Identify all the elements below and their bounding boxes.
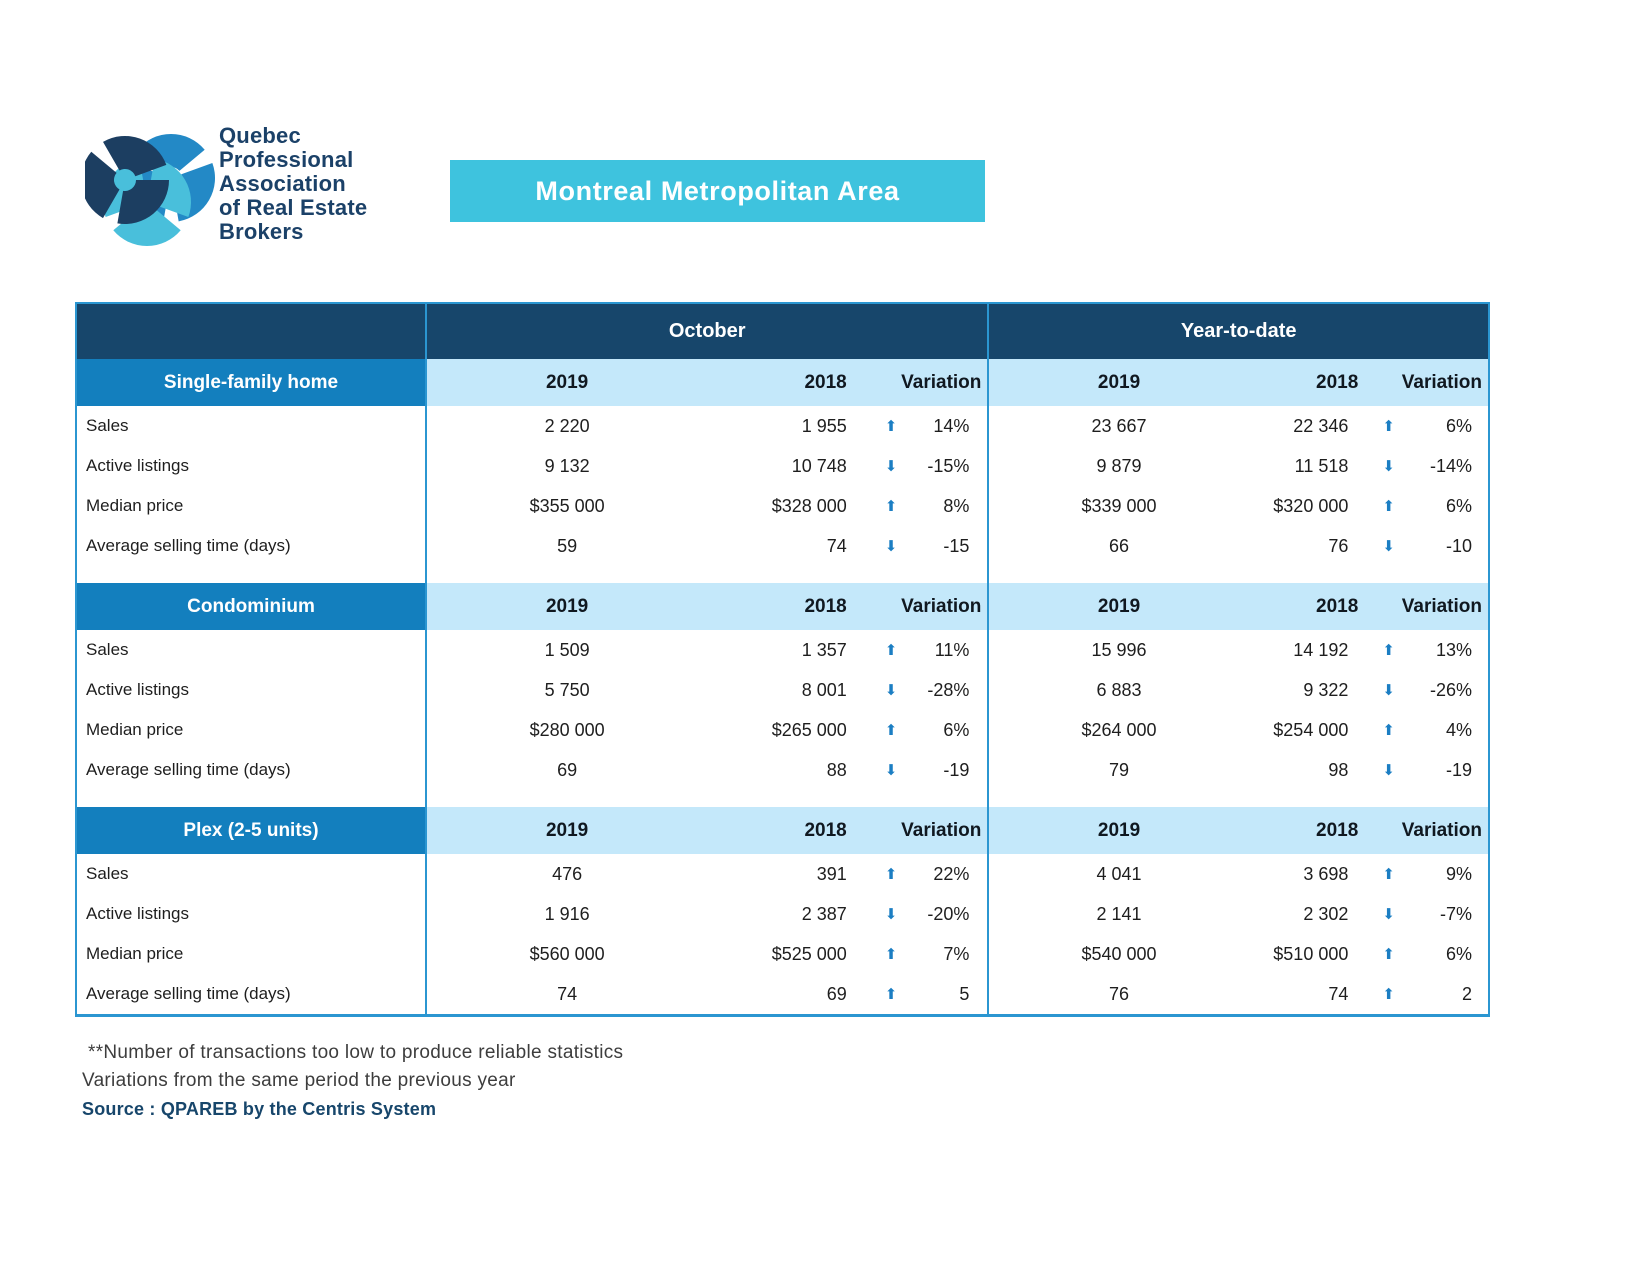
row-label: Active listings xyxy=(86,680,189,699)
oct-2019-value: 476 xyxy=(425,854,707,894)
footnote-variations: Variations from the same period the previous year xyxy=(82,1070,516,1091)
ytd-variation-value: 13% xyxy=(1435,639,1472,660)
region-title: Montreal Metropolitan Area xyxy=(535,175,900,206)
ytd-2019-value: 15 996 xyxy=(987,630,1248,670)
section-gap xyxy=(77,566,1488,583)
ytd-variation xyxy=(1366,406,1488,446)
row-label: Median price xyxy=(86,944,184,963)
oct-variation-value: 8% xyxy=(943,495,970,516)
col-header-2019: 2019 xyxy=(425,807,707,854)
oct-2018-value: $525 000 xyxy=(771,943,847,964)
trend-arrow-icon: ⬆ xyxy=(1382,416,1395,435)
oct-variation-value: 6% xyxy=(943,719,970,740)
trend-arrow-icon: ⬆ xyxy=(884,944,898,963)
table-row xyxy=(77,670,1488,710)
ytd-variation-value: 4% xyxy=(1445,719,1472,740)
org-name-line: Quebec xyxy=(219,123,301,148)
ytd-variation xyxy=(1366,526,1488,566)
oct-variation-value: 7% xyxy=(943,943,970,964)
ytd-2019-value: 23 667 xyxy=(987,406,1248,446)
ytd-2019-value: 9 879 xyxy=(987,446,1248,486)
trend-arrow-icon: ⬆ xyxy=(1382,720,1395,739)
ytd-2018-value: $254 000 xyxy=(1273,719,1349,740)
section-header-row xyxy=(77,583,1488,630)
table-row xyxy=(77,750,1488,790)
ytd-2018-value: 9 322 xyxy=(1303,679,1349,700)
ytd-2018-value: 11 518 xyxy=(1294,455,1349,476)
col-header-variation: Variation xyxy=(1366,359,1488,406)
ytd-variation xyxy=(1366,934,1488,974)
oct-2019-value: 74 xyxy=(425,974,707,1014)
ytd-2018-value: 3 698 xyxy=(1303,863,1349,884)
oct-variation-value: 14% xyxy=(933,415,970,436)
ytd-variation xyxy=(1366,670,1488,710)
ytd-variation xyxy=(1366,446,1488,486)
oct-variation-value: -15 xyxy=(943,535,970,556)
trend-arrow-icon: ⬆ xyxy=(884,984,898,1003)
table-row xyxy=(77,406,1488,446)
section-name: Single-family home xyxy=(77,359,425,406)
table-row xyxy=(77,854,1488,894)
trend-arrow-icon: ⬇ xyxy=(884,680,898,699)
oct-variation xyxy=(855,974,988,1014)
col-header-2019: 2019 xyxy=(987,807,1248,854)
org-name-line: Association xyxy=(219,171,346,196)
col-header-2019: 2019 xyxy=(987,583,1248,630)
oct-variation xyxy=(855,486,988,526)
oct-variation-value: -28% xyxy=(927,679,970,700)
row-label: Average selling time (days) xyxy=(86,760,291,779)
october-header: October xyxy=(425,304,987,359)
ytd-2018-value: 76 xyxy=(1328,535,1349,556)
section-name: Plex (2-5 units) xyxy=(77,807,425,854)
table-row xyxy=(77,630,1488,670)
section-header-row xyxy=(77,359,1488,406)
trend-arrow-icon: ⬇ xyxy=(1382,760,1395,779)
ytd-variation-value: 6% xyxy=(1445,943,1472,964)
col-header-variation: Variation xyxy=(855,807,988,854)
ytd-variation-value: -7% xyxy=(1439,903,1472,924)
row-label: Sales xyxy=(86,864,129,883)
ytd-2018-value: 14 192 xyxy=(1293,639,1349,660)
trend-arrow-icon: ⬇ xyxy=(884,904,898,923)
oct-2018-value: $328 000 xyxy=(771,495,847,516)
table-row xyxy=(77,934,1488,974)
oct-variation-value: -15% xyxy=(927,455,970,476)
trend-arrow-icon: ⬆ xyxy=(884,496,898,515)
ytd-2019-value: 79 xyxy=(987,750,1248,790)
trend-arrow-icon: ⬇ xyxy=(884,760,898,779)
ytd-2018-value: 98 xyxy=(1328,759,1349,780)
ytd-header: Year-to-date xyxy=(987,304,1488,359)
oct-2019-value: 1 509 xyxy=(425,630,707,670)
ytd-2019-value: $540 000 xyxy=(987,934,1248,974)
source-line: Source : QPAREB by the Centris System xyxy=(82,1099,437,1119)
trend-arrow-icon: ⬇ xyxy=(1382,456,1395,475)
ytd-variation xyxy=(1366,974,1488,1014)
oct-2018-value: 1 955 xyxy=(801,415,847,436)
col-header-variation: Variation xyxy=(855,359,988,406)
trend-arrow-icon: ⬇ xyxy=(1382,536,1395,555)
ytd-variation-value: -26% xyxy=(1429,679,1472,700)
oct-variation xyxy=(855,750,988,790)
trend-arrow-icon: ⬆ xyxy=(1382,864,1395,883)
oct-2019-value: 1 916 xyxy=(425,894,707,934)
oct-2018-value: 8 001 xyxy=(801,679,847,700)
ytd-variation xyxy=(1366,854,1488,894)
region-banner xyxy=(450,160,985,222)
ytd-2019-value: 2 141 xyxy=(987,894,1248,934)
row-label: Median price xyxy=(86,496,184,515)
ytd-variation-value: 9% xyxy=(1445,863,1472,884)
col-header-variation: Variation xyxy=(1366,807,1488,854)
table-row xyxy=(77,894,1488,934)
oct-variation-value: -19 xyxy=(943,759,970,780)
footnote-reliability: **Number of transactions too low to produce reliable statistics xyxy=(88,1042,624,1063)
section-header-row xyxy=(77,807,1488,854)
trend-arrow-icon: ⬆ xyxy=(1382,496,1395,515)
table-row xyxy=(77,974,1488,1014)
ytd-variation xyxy=(1366,750,1488,790)
oct-variation-value: 11% xyxy=(934,639,970,660)
oct-variation xyxy=(855,670,988,710)
statistics-table xyxy=(75,302,1490,1017)
oct-variation xyxy=(855,630,988,670)
ytd-2019-value: 4 041 xyxy=(987,854,1248,894)
oct-variation xyxy=(855,854,988,894)
oct-2019-value: 59 xyxy=(425,526,707,566)
ytd-2018-value: $510 000 xyxy=(1273,943,1349,964)
oct-variation xyxy=(855,446,988,486)
ytd-2018-value: 2 302 xyxy=(1303,903,1349,924)
oct-2018-value: 69 xyxy=(826,983,847,1004)
row-label: Active listings xyxy=(86,456,189,475)
trend-arrow-icon: ⬆ xyxy=(1382,984,1395,1003)
row-label: Active listings xyxy=(86,904,189,923)
trend-arrow-icon: ⬇ xyxy=(884,456,898,475)
col-header-2018: 2018 xyxy=(707,807,855,854)
oct-variation-value: 22% xyxy=(933,863,970,884)
trend-arrow-icon: ⬇ xyxy=(1382,680,1395,699)
row-label: Average selling time (days) xyxy=(86,536,291,555)
oct-variation xyxy=(855,406,988,446)
ytd-variation-value: -19 xyxy=(1445,759,1472,780)
oct-2019-value: 9 132 xyxy=(425,446,707,486)
trend-arrow-icon: ⬇ xyxy=(1382,904,1395,923)
section-name: Condominium xyxy=(77,583,425,630)
oct-2018-value: 10 748 xyxy=(791,455,847,476)
ytd-2019-value: 76 xyxy=(987,974,1248,1014)
table-row xyxy=(77,446,1488,486)
trend-arrow-icon: ⬆ xyxy=(884,864,898,883)
oct-2019-value: 5 750 xyxy=(425,670,707,710)
ytd-variation-value: 6% xyxy=(1445,415,1472,436)
org-name-line: of Real Estate xyxy=(219,195,368,220)
ytd-2018-value: $320 000 xyxy=(1273,495,1349,516)
oct-2018-value: 2 387 xyxy=(801,903,847,924)
trend-arrow-icon: ⬆ xyxy=(1382,640,1395,659)
trend-arrow-icon: ⬇ xyxy=(884,536,898,555)
section-gap xyxy=(77,790,1488,807)
col-header-2019: 2019 xyxy=(425,359,707,406)
qpareb-logo-icon xyxy=(85,116,217,248)
trend-arrow-icon: ⬆ xyxy=(884,640,898,659)
ytd-variation xyxy=(1366,894,1488,934)
period-header-row xyxy=(77,304,1488,359)
oct-2019-value: $355 000 xyxy=(425,486,707,526)
table-row xyxy=(77,526,1488,566)
col-header-variation: Variation xyxy=(1366,583,1488,630)
oct-2019-value: $280 000 xyxy=(425,710,707,750)
table-row xyxy=(77,710,1488,750)
row-label: Average selling time (days) xyxy=(86,984,291,1003)
oct-2018-value: 88 xyxy=(826,759,847,780)
ytd-variation-value: -14% xyxy=(1429,455,1472,476)
ytd-2019-value: $339 000 xyxy=(987,486,1248,526)
col-header-2018: 2018 xyxy=(1249,583,1367,630)
org-name-line: Brokers xyxy=(219,219,304,244)
oct-2018-value: $265 000 xyxy=(771,719,847,740)
oct-2018-value: 391 xyxy=(816,863,847,884)
ytd-2019-value: 6 883 xyxy=(987,670,1248,710)
col-header-2018: 2018 xyxy=(707,583,855,630)
trend-arrow-icon: ⬆ xyxy=(1382,944,1395,963)
trend-arrow-icon: ⬆ xyxy=(884,720,898,739)
oct-variation xyxy=(855,526,988,566)
ytd-variation xyxy=(1366,710,1488,750)
col-header-variation: Variation xyxy=(855,583,988,630)
oct-2019-value: 69 xyxy=(425,750,707,790)
col-header-2018: 2018 xyxy=(1249,807,1367,854)
oct-2019-value: 2 220 xyxy=(425,406,707,446)
row-label: Median price xyxy=(86,720,184,739)
oct-variation-value: 5 xyxy=(959,983,970,1004)
col-header-2019: 2019 xyxy=(987,359,1248,406)
org-name-line: Professional xyxy=(219,147,354,172)
table-row xyxy=(77,486,1488,526)
col-header-2018: 2018 xyxy=(1249,359,1367,406)
col-header-2018: 2018 xyxy=(707,359,855,406)
oct-variation xyxy=(855,894,988,934)
oct-2018-value: 74 xyxy=(826,535,847,556)
ytd-2019-value: $264 000 xyxy=(987,710,1248,750)
ytd-variation-value: 6% xyxy=(1445,495,1472,516)
oct-2019-value: $560 000 xyxy=(425,934,707,974)
oct-2018-value: 1 357 xyxy=(801,639,847,660)
col-header-2019: 2019 xyxy=(425,583,707,630)
org-name xyxy=(219,124,367,244)
ytd-variation xyxy=(1366,630,1488,670)
ytd-2018-value: 74 xyxy=(1328,983,1349,1004)
ytd-2018-value: 22 346 xyxy=(1293,415,1349,436)
ytd-variation xyxy=(1366,486,1488,526)
row-label: Sales xyxy=(86,416,129,435)
trend-arrow-icon: ⬆ xyxy=(884,416,898,435)
oct-variation xyxy=(855,710,988,750)
period-header-empty-cell xyxy=(77,304,425,359)
row-label: Sales xyxy=(86,640,129,659)
ytd-variation-value: 2 xyxy=(1461,983,1472,1004)
oct-variation xyxy=(855,934,988,974)
ytd-2019-value: 66 xyxy=(987,526,1248,566)
oct-variation-value: -20% xyxy=(927,903,970,924)
ytd-variation-value: -10 xyxy=(1445,535,1472,556)
